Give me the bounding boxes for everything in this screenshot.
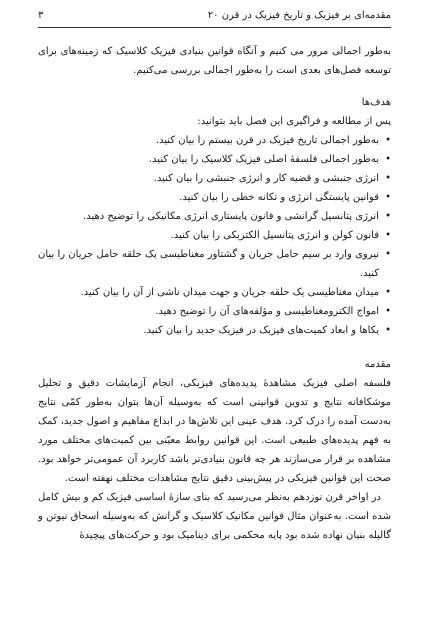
running-header <box>38 9 391 23</box>
page-number: ۳ <box>38 10 44 21</box>
objectives-list <box>38 131 391 340</box>
introduction-heading: مقدمه <box>364 359 391 370</box>
objective-item: • به‌طور اجمالی فلسفهٔ اصلی فیزیک کلاسیک را بیان کنید. <box>38 150 391 169</box>
objective-item: • قوانین پایستگی انرژی و تکانه خطی را بیان کنید. <box>38 188 391 207</box>
objective-item: • نیروی وارد بر سیم حامل جریان و گشتاور مغناطیسی یک حلقه حامل جریان را بیان کنید. <box>38 245 391 283</box>
introduction-paragraph: فلسفه اصلی فیزیک مشاهدهٔ پدیده‌های فیزیکی، انجام آزمایشات دقیق و تحلیل موشکافانه نتایج و تدوین قوانینی است که به‌وسیله آن‌ها بتوان به‌طور کمّی نتایج به‌دست آمده را درک کرد. هدف عینی این تلاش‌ها در ابداع مفاهیم و اصول جدید، کمک به فهم پدیده‌های طبیعی است. این قوانین روابط معیّنی بین کمیت‌های مختلف مورد مشاهده بر قرار می‌سازند هر چه قانون بنیادی‌تر باشد کاربرد آن عمومی‌تر خواهد بود. صحت این قوانین فیزیکی در پیش‌بینی دقیق نتایج مشاهدات مختلف نهفته است. <box>38 378 391 484</box>
header-title: مقدمه‌ای بر فیزیک و تاریخ فیزیک در قرن ۲۰ <box>207 10 391 21</box>
objective-item: • انرژی پتانسیل گرانشی و قانون پایستاری انرژی مکانیکی را توضیح دهید. <box>38 207 391 226</box>
objective-item: • امواج الکترومغناطیسی و مؤلفه‌های آن را توضیح دهید. <box>38 302 391 321</box>
objective-item: • قانون کولن و انرژی پتانسیل الکتریکی را بیان کنید. <box>38 226 391 245</box>
page-body <box>38 42 391 545</box>
introduction-paragraph: در اواخر قرن نوزدهم به‌نظر می‌رسید که بنای سازهٔ اساسی فیزیک کم و بیش کامل شده است. به‌عنوان مثال قوانین مکانیک کلاسیک و گرانش که به‌وسیله اسحاق نیوتن و گالیله بنیان نهاده شده بود پایه محکمی برای دینامیک بود و حرکت‌های پیچیدهٔ <box>38 492 391 541</box>
intro-paragraph: به‌طور اجمالی مرور می کنیم و آنگاه قوانین بنیادی فیزیک کلاسیک که زمینه‌های برای توسعه فصل‌های بعدی است را به‌طور اجمالی بررسی می‌کنیم. <box>38 46 391 76</box>
objective-item: • انرژی جنبشی و قضیه کار و انرژی جنبشی را بیان کنید. <box>38 169 391 188</box>
objective-item: • میدان مغناطیسی یک حلقه جریان و جهت میدان ناشی از آن را بیان کنید. <box>38 283 391 302</box>
objectives-heading: هدف‌ها <box>361 97 391 108</box>
header-divider <box>38 27 391 28</box>
objective-item: • به‌طور اجمالی تاریخ فیزیک در قرن بیستم را بیان کنید. <box>38 131 391 150</box>
objective-item: • یکاها و ابعاد کمیت‌های فیزیک در فیزیک جدید را بیان کنید. <box>38 321 391 340</box>
objectives-lead: پس از مطالعه و فراگیری این فصل باید بتوانید: <box>197 116 391 127</box>
